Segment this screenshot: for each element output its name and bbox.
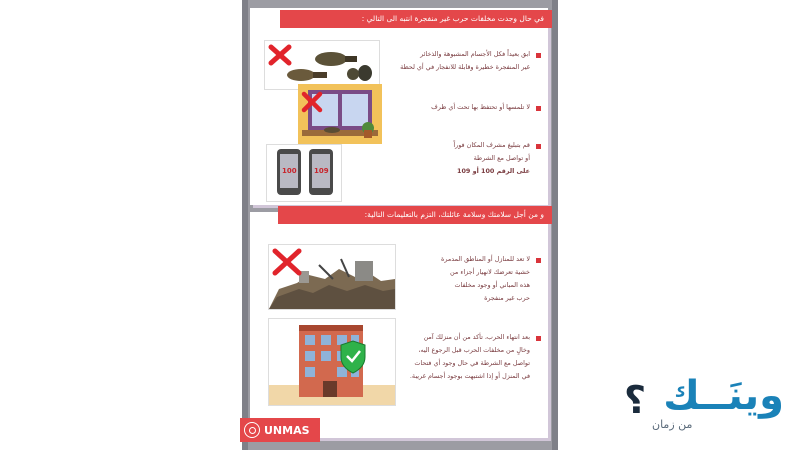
channel-watermark <box>612 372 792 442</box>
logo-text: UNMAS <box>264 423 310 437</box>
grenade-icon <box>347 65 372 81</box>
ordnance-illustration <box>264 40 380 90</box>
un-emblem-icon <box>244 422 260 438</box>
panel-header: و من أجل سلامتك وسلامة عائلتك، التزم بالتعليمات التالية: <box>278 206 552 224</box>
left-background <box>0 0 242 450</box>
strip-edge-left <box>242 0 248 450</box>
strip-edge-right <box>552 0 558 450</box>
mortar-shell-icon <box>287 69 327 81</box>
window-illustration <box>298 84 382 144</box>
x-mark-icon <box>271 47 289 63</box>
bomb-icon <box>315 52 357 66</box>
question-mark-icon: ؟ <box>624 378 647 422</box>
panel-header: في حال وجدت مخلفات حرب غير منفجرة انتبه الى التالي : <box>280 10 552 28</box>
bullet-marker <box>536 144 541 149</box>
rubble-illustration <box>268 244 396 310</box>
bullet-marker <box>536 53 541 58</box>
instruction-text: بعد انتهاء الحرب، تأكد من أن منزلك آمن وخالٍ من مخلفات الحرب قبل الرجوع اليه، تواصل مع الشرطة في حال وجود أي فتحات في المنزل أو إذا اشتبهت بوجود أجسام غريبة. <box>409 333 530 380</box>
phone-number-100: 100 <box>282 167 297 175</box>
watermark-subtitle: من زمان <box>652 418 693 431</box>
bullet-marker <box>536 106 541 111</box>
instruction-text: قم بتبليغ مشرف المكان فوراً أو تواصل مع الشرطة على الرقم 100 أو 109 <box>453 141 530 175</box>
building-illustration <box>268 318 396 406</box>
bullet-marker <box>536 336 541 341</box>
instruction-text: ابق بعيداً فكل الأجسام المشبوهة والذخائر غير المنفجرة خطيرة وقابلة للانفجار في أي لحظة <box>400 50 530 71</box>
shell-icon <box>324 127 340 133</box>
watermark-title: وينَــك <box>663 373 784 419</box>
instruction-text: لا تعد للمنازل أو المناطق المدمرة خشية تعرضك لانهيار أجزاء من هذه المباني أو وجود مخلفات حرب غير منفجرة <box>440 255 530 302</box>
phone-number-109: 109 <box>314 167 329 175</box>
phones-illustration <box>266 144 342 202</box>
instruction-text: لا تلمسها أو تحتفظ بها تحت أي ظرف <box>431 103 530 111</box>
warning-panel <box>250 8 548 205</box>
safety-panel <box>250 212 548 438</box>
x-mark-icon <box>275 251 299 273</box>
unmas-logo <box>240 418 320 442</box>
rubble-icon <box>269 259 395 309</box>
bullet-marker <box>536 258 541 263</box>
